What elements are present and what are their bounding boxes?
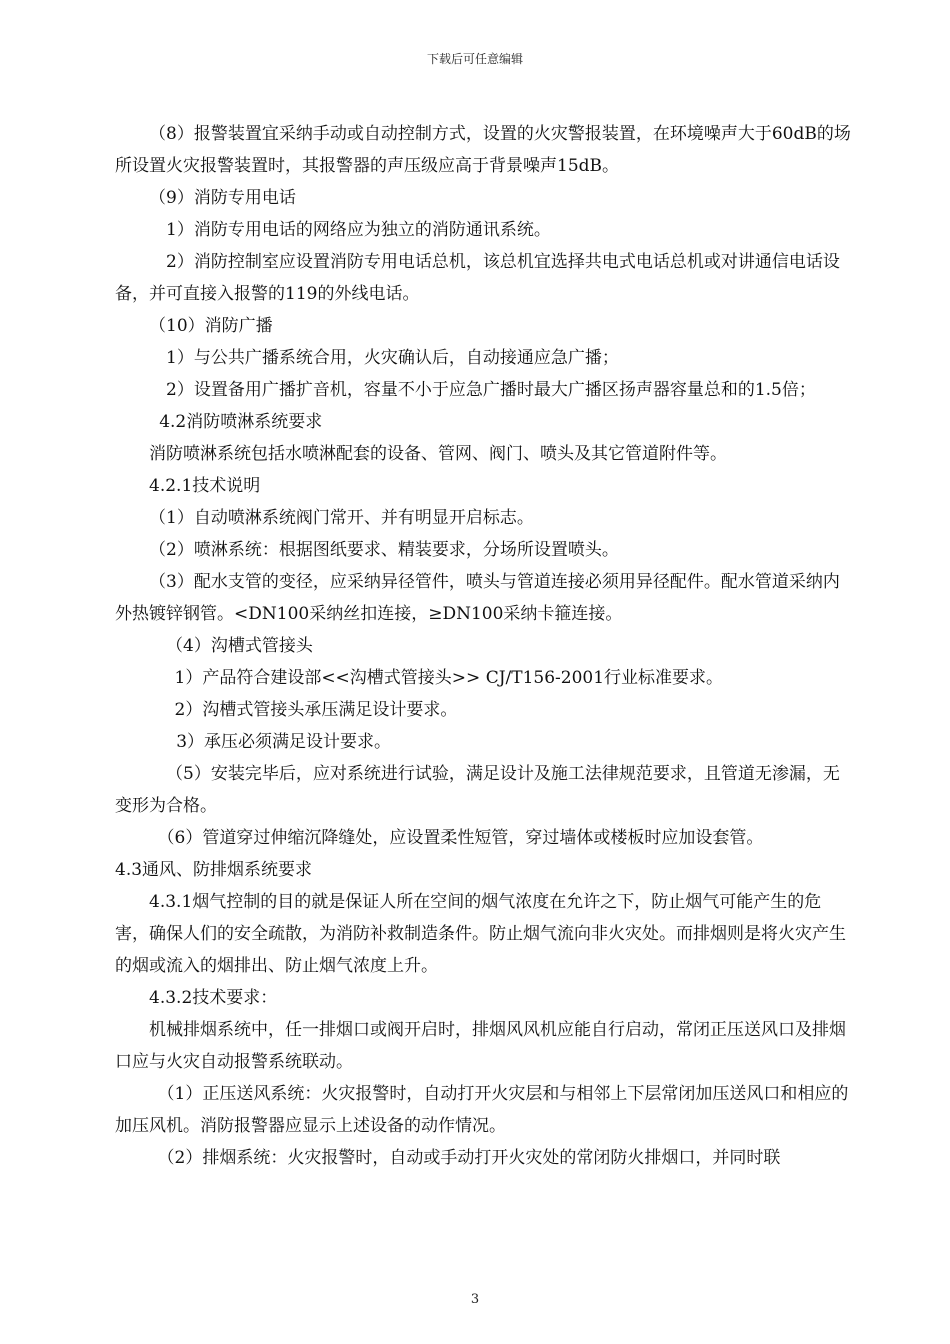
paragraph: 1）消防专用电话的网络应为独立的消防通讯系统。 <box>166 220 551 240</box>
paragraph: 3）承压必须满足设计要求。 <box>176 732 392 752</box>
paragraph: 4.3通风、防排烟系统要求 <box>115 860 313 880</box>
paragraph: 4.2.1技术说明 <box>149 476 261 496</box>
paragraph: （10）消防广播 <box>149 316 273 336</box>
paragraph: （2）排烟系统：火灾报警时，自动或手动打开火灾处的常闭防火排烟口，并同时联 <box>157 1148 781 1168</box>
paragraph: 4.2消防喷淋系统要求 <box>159 412 323 432</box>
paragraph: 4.3.1烟气控制的目的就是保证人所在空间的烟气浓度在允许之下，防止烟气可能产生的危害，确保人们的安全疏散，为消防补救制造条件。防止烟气流向非火灾处。而排烟则是将火灾产生的烟或流入的烟排出、防止烟气浓度上升。 <box>115 892 846 976</box>
paragraph: 1）产品符合建设部<<沟槽式管接头>> CJ/T156-2001行业标准要求。 <box>174 668 724 688</box>
paragraph: （4）沟槽式管接头 <box>166 636 313 656</box>
document-body <box>115 118 855 1174</box>
paragraph: （9）消防专用电话 <box>149 188 296 208</box>
paragraph: （2）喷淋系统：根据图纸要求、精装要求，分场所设置喷头。 <box>149 540 619 560</box>
paragraph: 1）与公共广播系统合用，火灾确认后，自动接通应急广播； <box>166 348 619 368</box>
paragraph: 2）沟槽式管接头承压满足设计要求。 <box>174 700 458 720</box>
paragraph: （8）报警装置宜采纳手动或自动控制方式，设置的火灾警报装置，在环境噪声大于60dB的场所设置火灾报警装置时，其报警器的声压级应高于背景噪声15dB。 <box>115 124 851 176</box>
paragraph: 2）设置备用广播扩音机，容量不小于应急广播时最大广播区扬声器容量总和的1.5倍； <box>166 380 816 400</box>
paragraph: 4.3.2技术要求： <box>149 988 278 1008</box>
paragraph: 消防喷淋系统包括水喷淋配套的设备、管网、阀门、喷头及其它管道附件等。 <box>149 444 727 464</box>
paragraph: （1）自动喷淋系统阀门常开、并有明显开启标志。 <box>149 508 534 528</box>
paragraph: 2）消防控制室应设置消防专用电话总机，该总机宜选择共电式电话总机或对讲通信电话设备，并可直接入报警的119的外线电话。 <box>115 252 840 304</box>
paragraph: （5）安装完毕后，应对系统进行试验，满足设计及施工法律规范要求，且管道无渗漏，无变形为合格。 <box>115 764 840 816</box>
paragraph: （6）管道穿过伸缩沉降缝处，应设置柔性短管，穿过墙体或楼板时应加设套管。 <box>157 828 764 848</box>
page-header: 下载后可任意编辑 <box>426 52 523 66</box>
paragraph: （3）配水支管的变径，应采纳异径管件，喷头与管道连接必须用异径配件。配水管道采纳内外热镀锌钢管。<DN100采纳丝扣连接，≥DN100采纳卡箍连接。 <box>115 572 840 624</box>
paragraph: 机械排烟系统中，任一排烟口或阀开启时，排烟风风机应能自行启动，常闭正压送风口及排烟口应与火灾自动报警系统联动。 <box>115 1020 846 1072</box>
paragraph: （1）正压送风系统：火灾报警时，自动打开火灾层和与相邻上下层常闭加压送风口和相应的加压风机。消防报警器应显示上述设备的动作情况。 <box>115 1084 849 1136</box>
page-number: 3 <box>470 1292 480 1307</box>
